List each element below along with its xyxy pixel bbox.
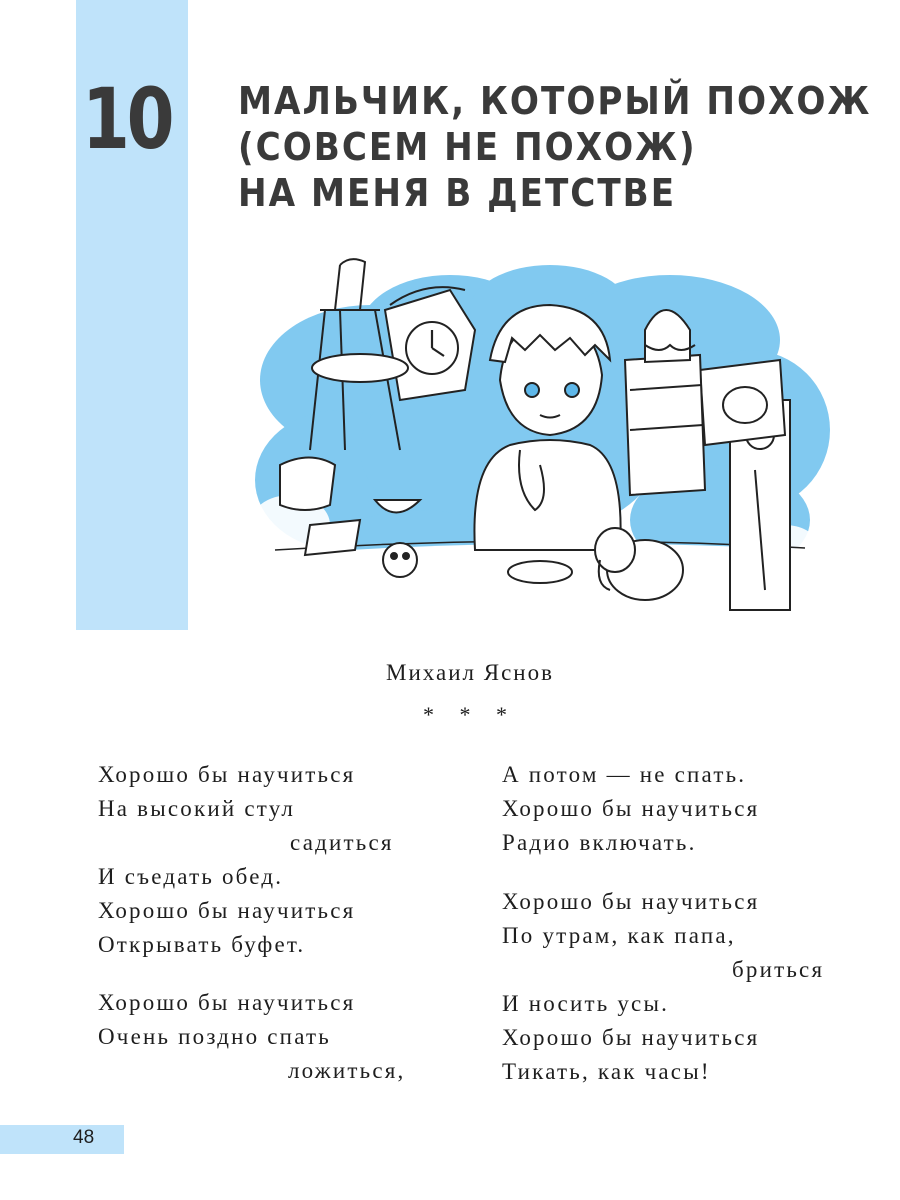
poem-line: Радио включать. bbox=[502, 830, 697, 855]
poem-line: Хорошо бы научиться bbox=[502, 1025, 760, 1050]
poem-line: Открывать буфет. bbox=[98, 932, 306, 957]
poem-line: И носить усы. bbox=[502, 991, 670, 1016]
poem-line: И съедать обед. bbox=[98, 864, 284, 889]
page-number-box bbox=[0, 1125, 124, 1154]
poem-line: Очень поздно спать bbox=[98, 1024, 331, 1049]
chapter-title bbox=[238, 78, 878, 216]
poem-line: садиться bbox=[290, 830, 394, 855]
poem-line: Хорошо бы научиться bbox=[98, 990, 356, 1015]
poem-author: Михаил Яснов bbox=[386, 660, 554, 685]
chapter-number: 10 bbox=[82, 70, 172, 168]
poem-line: По утрам, как папа, bbox=[502, 923, 736, 948]
poem-line: Хорошо бы научиться bbox=[502, 796, 760, 821]
poem-separator: * * * bbox=[423, 702, 517, 727]
page-number: 48 bbox=[73, 1127, 95, 1148]
poem-line: Хорошо бы научиться bbox=[98, 898, 356, 923]
poem-line: Хорошо бы научиться bbox=[502, 889, 760, 914]
boy-illustration bbox=[250, 250, 830, 620]
poem-line: Тикать, как часы! bbox=[502, 1059, 711, 1084]
poem-stanza bbox=[98, 758, 394, 962]
poem-line: На высокий стул bbox=[98, 796, 296, 821]
title-line: (СОВСЕМ НЕ ПОХОЖ) bbox=[238, 125, 697, 169]
poem-line: Хорошо бы научиться bbox=[98, 762, 356, 787]
poem-line: ложиться, bbox=[288, 1058, 406, 1083]
title-line: НА МЕНЯ В ДЕТСТВЕ bbox=[238, 171, 677, 215]
title-line: МАЛЬЧИК, КОТОРЫЙ ПОХОЖ bbox=[238, 79, 872, 123]
poem-stanza bbox=[98, 986, 405, 1088]
poem-line: бриться bbox=[732, 957, 825, 982]
poem-stanza bbox=[502, 885, 824, 1089]
poem-stanza bbox=[502, 758, 759, 860]
poem-line: А потом — не спать. bbox=[502, 762, 747, 787]
